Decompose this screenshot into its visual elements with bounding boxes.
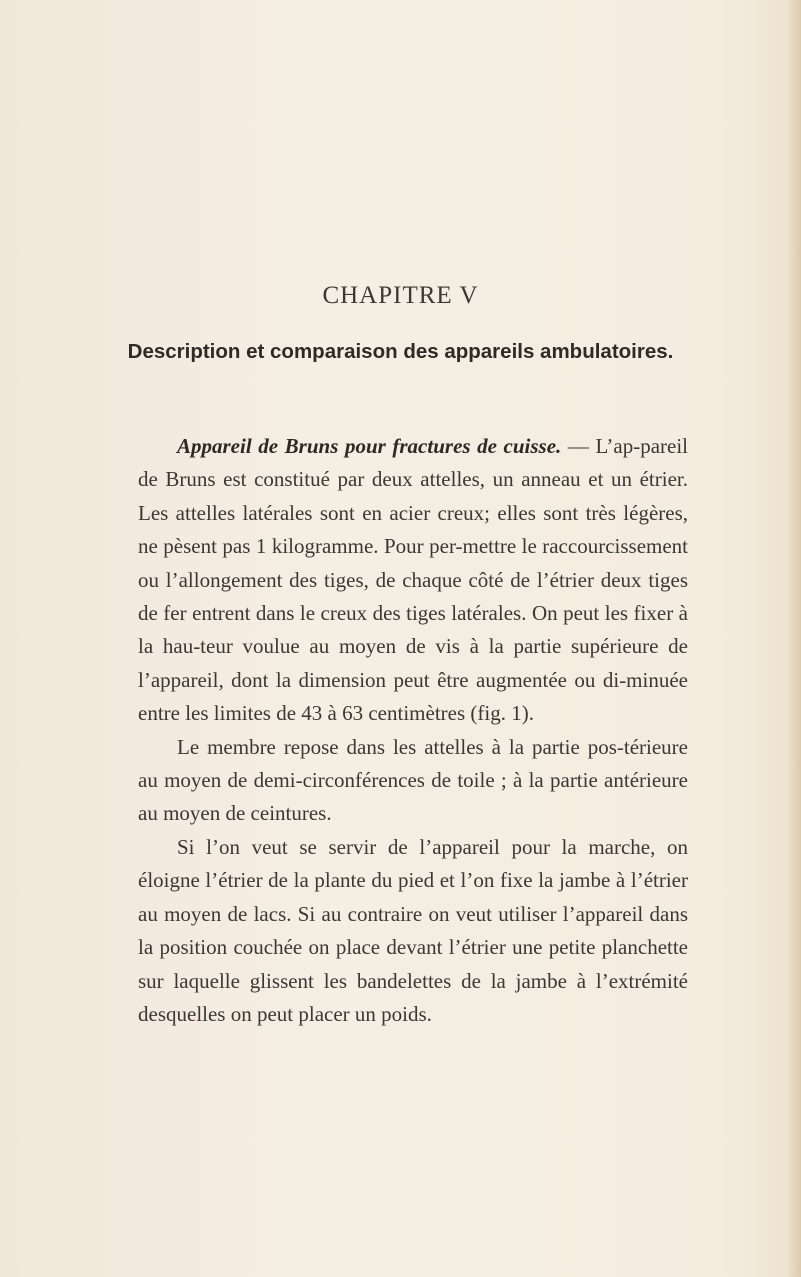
page-edge-shadow [787,0,801,1277]
paragraph-1 [138,430,688,731]
paragraph-2: Le membre repose dans les attelles à la partie pos-térieure au moyen de demi-circonférences de toile ; à la partie antérieure au moyen de ceintures. [138,734,688,826]
paragraph-heading: Appareil de Bruns pour fractures de cuisse. [177,434,562,458]
chapter-heading: CHAPITRE V [322,282,479,309]
body-text [138,430,688,1031]
section-title: Description et comparaison des appareils ambulatoires. [127,340,674,363]
paragraph-3: Si l’on veut se servir de l’appareil pour la marche, on éloigne l’étrier de la plante du pied et l’on fixe la jambe à l’étrier au moyen de lacs. Si au contraire on veut utiliser l’appareil dans la position couchée on place devant l’étrier une petite planchette sur laquelle glissent les bandelettes de la jambe à l’extrémité desquelles on peut placer un poids. [138,834,688,1026]
paragraph-1-text: — L’ap-pareil de Bruns est constitué par deux attelles, un anneau et un étrier. Les attelles latérales sont en acier creux; elles sont très légères, ne pèsent pas 1 kilogramme. Pour per-mettre le raccourcissement ou l’allongement des tiges, de chaque côté de l’étrier deux tiges de fer entrent dans le creux des tiges latérales. On peut les fixer à la hau-teur voulue au moyen de vis à la partie supérieure de l’appareil, dont la dimension peut être augmentée ou di-minuée entre les limites de 43 à 63 centimètres (fig. 1). [138,434,688,726]
